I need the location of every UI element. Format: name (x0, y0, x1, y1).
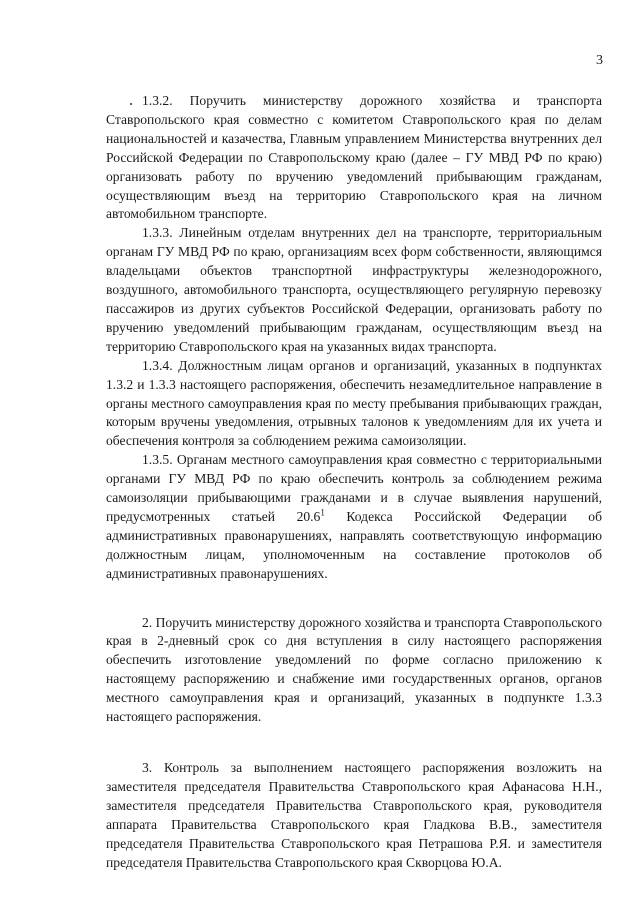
paragraph-2: 2. Поручить министерству дорожного хозяйства и транспорта Ставропольского края в 2-дневный срок со дня вступления в силу настоящего распоряжения обеспечить изготовление уведомлений по форме согласно приложению к настоящему распоряжению и снабжение ими государственных органов, органов местного самоуправления края и организаций, указанных в подпункте 1.3.3 настоящего распоряжения. (106, 614, 602, 725)
paragraph-1-3-5 (106, 451, 602, 583)
document-body (106, 92, 602, 872)
paragraph-1-3-5-text-before: 1.3.5. Органам местного самоуправления края совместно с территориальными органами ГУ МВД РФ по краю обеспечить контроль за соблюдением режима самоизоляции прибывающими гражданами и в случае выявления нарушений, предусмотренных статьей 20.6 (106, 452, 602, 524)
paragraph-3: 3. Контроль за выполнением настоящего распоряжения возложить на заместителя председателя Правительства Ставропольского края Афанасова Н.Н., заместителя председателя Правительства Ставропольского края, руководителя аппарата Правительства Ставропольского края Гладкова В.В., заместителя председателя Правительства Ставропольского края Петрашова Р.Я. и заместителя председателя Правительства Ставропольского края Скворцова Ю.А. (106, 760, 602, 870)
page-number: 3 (596, 53, 603, 68)
paragraph-1-3-5-text-after: Кодекса Российской Федерации об административных правонарушениях, направлять соответствующую информацию должностным лицам, уполномоченным на составление протоколов об административных правонарушениях. (106, 508, 602, 581)
article-superscript: 1 (320, 507, 325, 518)
paragraph-1-3-4: 1.3.4. Должностным лицам органов и организаций, указанных в подпунктах 1.3.2 и 1.3.3 настоящего распоряжения, обеспечить незамедлительное направление в органы местного самоуправления края по месту пребывания прибывающих граждан, которым вручены уведомления, отрывных талонов к уведомлениям для их учета и обеспечения контроля за соблюдением режима самоизоляции. (106, 357, 602, 449)
paragraph-1-3-2: 1.3.2. Поручить министерству дорожного хозяйства и транспорта Ставропольского края совместно с комитетом Ставропольского края по делам национальностей и казачества, Главным управлением Министерства внутренних дел Российской Федерации по Ставропольскому краю (далее – ГУ МВД РФ по краю) организовать работу по вручению уведомлений прибывающим гражданам, осуществляющим въезд на территорию Ставропольского края на личном автомобильном транспорте. (106, 93, 602, 222)
paragraph-1-3-3: 1.3.3. Линейным отделам внутренних дел на транспорте, территориальным органам ГУ МВД РФ по краю, организациям всех форм собственности, являющимся владельцами объектов транспортной инфраструктуры железнодорожного, воздушного, автомобильного транспорта, осуществляющего регулярную перевозку пассажиров из других субъектов Российской Федерации, организовать работу по вручению уведомлений прибывающим гражданам, осуществляющим въезд на территорию Ставропольского края на указанных видах транспорта. (106, 225, 602, 354)
